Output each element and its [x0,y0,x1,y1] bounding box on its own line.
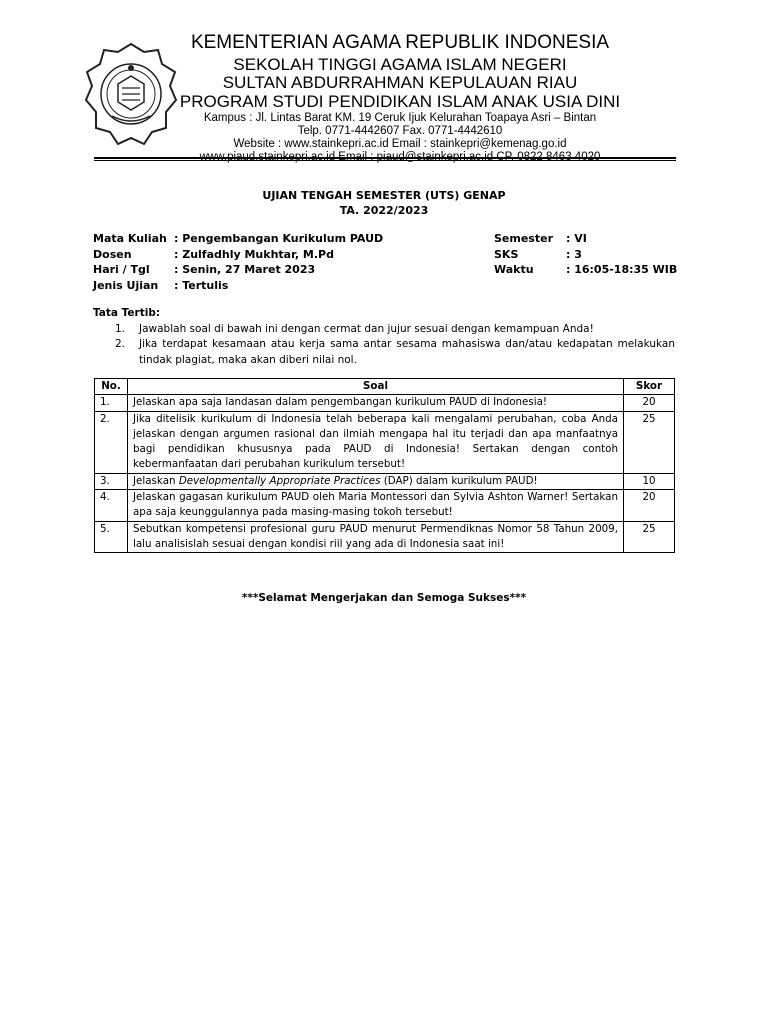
program-website-email: www.piaud.stainkepri.ac.id Email : piaud@stainkepri.ac.id CP. 0822 8463 4020 [199,151,601,163]
exam-rules [93,306,675,368]
question-score: 20 [624,395,675,411]
institution-name-2: SULTAN ABDURRAHMAN KEPULAUAN RIAU [222,73,578,92]
header-score: Skor [624,379,675,395]
info-value: : Senin, 27 Maret 2023 [174,263,316,276]
question-text: Jelaskan Developmentally Appropriate Practices (DAP) dalam kurikulum PAUD! [128,473,624,489]
question-text: Jika ditelisik kurikulum di Indonesia telah beberapa kali mengalami perubahan, coba Anda jelaskan dengan argumen rasional dan ilmiah mengapa hal itu terjadi dan apa manfaatnya bagi pendidikan khususnya pada PAUD di Indonesia! Sertakan dengan contoh kebermanfaatan dari perubahan kurikulum tersebut! [128,411,624,473]
letterhead-divider [94,157,676,159]
institution-name: SEKOLAH TINGGI AGAMA ISLAM NEGERI [233,55,567,74]
info-labels-left [93,231,167,293]
question-score: 25 [624,411,675,473]
info-label: Jenis Ujian [93,278,159,292]
exam-title: UJIAN TENGAH SEMESTER (UTS) GENAP [262,189,506,202]
info-values-left [174,231,383,293]
website-email: Website : www.stainkepri.ac.id Email : stainkepri@kemenag.go.id [233,138,567,150]
table-row [95,473,675,489]
table-row [95,490,675,522]
info-value: : Tertulis [174,278,229,292]
header-question: Soal [128,379,624,395]
academic-year: TA. 2022/2023 [339,204,429,217]
table-row [95,521,675,553]
phone-fax: Telp. 0771-4442607 Fax. 0771-4442610 [297,125,503,137]
question-number: 2. [95,411,128,473]
info-label: Waktu [494,263,534,276]
info-value: : 3 [566,247,582,261]
question-score: 20 [624,490,675,522]
letterhead [0,30,768,163]
table-row [95,411,675,473]
header-no: No. [95,379,128,395]
info-value: : 16:05-18:35 WIB [566,263,678,276]
question-score: 10 [624,473,675,489]
rule-item [93,337,675,368]
question-number: 3. [95,473,128,489]
program-name: PROGRAM STUDI PENDIDIKAN ISLAM ANAK USIA DINI [179,92,621,111]
table-header-row [95,379,675,395]
closing-message: ***Selamat Mengerjakan dan Semoga Sukses*** [241,592,527,604]
rule-item [93,322,675,338]
question-number: 4. [95,490,128,522]
info-value: : VI [566,232,587,245]
table-row [95,395,675,411]
rules-title: Tata Tertib: [93,307,161,319]
info-label: Mata Kuliah [93,232,167,245]
question-text: Jelaskan apa saja landasan dalam pengembangan kurikulum PAUD di Indonesia! [128,395,624,411]
info-labels-right [494,231,553,278]
info-value: : Pengembangan Kurikulum PAUD [174,232,384,245]
info-value: : Zulfadhly Mukhtar, M.Pd [174,247,334,261]
ministry-name: KEMENTERIAN AGAMA REPUBLIK INDONESIA [190,32,610,53]
info-label: Dosen [93,247,132,261]
question-number: 1. [95,395,128,411]
rule-text: Jawablah soal di bawah ini dengan cermat dan jujur sesuai dengan kemampuan Anda! [139,322,594,335]
questions-table [94,378,675,553]
campus-address: Kampus : Jl. Lintas Barat KM. 19 Ceruk Ijuk Kelurahan Toapaya Asri – Bintan [203,112,597,124]
question-text: Sebutkan kompetensi profesional guru PAUD menurut Permendiknas Nomor 58 Tahun 2009, lalu analisislah sesuai dengan kondisi riil yang ada di Indonesia saat ini! [128,521,624,553]
question-score: 25 [624,521,675,553]
rule-number: 1. [115,322,126,335]
rule-text: Jika terdapat kesamaan atau kerja sama antar sesama mahasiswa dan/atau kedapatan melakukan tindak plagiat, maka akan diberi nilai nol. [139,338,675,366]
question-text: Jelaskan gagasan kurikulum PAUD oleh Maria Montessori dan Sylvia Ashton Warner! Sertakan apa saja keunggulannya pada masing-masing tokoh tersebut! [128,490,624,522]
info-label: SKS [494,247,519,261]
info-values-right [566,231,677,278]
info-label: Semester [494,232,553,245]
letterhead-divider-thin [94,160,676,161]
question-number: 5. [95,521,128,553]
info-label: Hari / Tgl [93,263,150,276]
rule-number: 2. [115,338,126,350]
